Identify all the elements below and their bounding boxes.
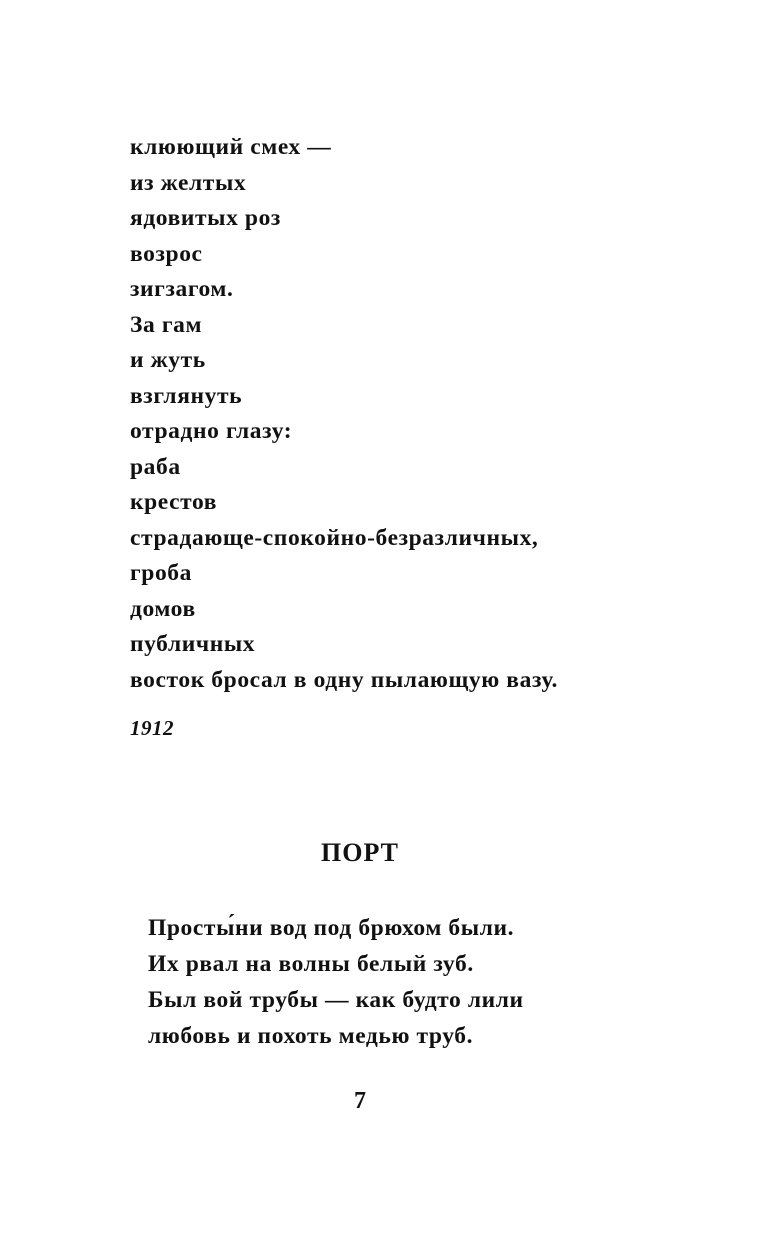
poem-date: 1912 <box>130 716 174 740</box>
poem-line: публичных <box>130 631 256 657</box>
poem-line: гроба <box>130 560 192 586</box>
poem-line: страдающе-спокойно-безразличных, <box>130 524 539 551</box>
poem-line: зигзагом. <box>130 276 234 302</box>
poem-stanza <box>130 130 558 698</box>
poem-line: Просты́ни вод под брюхом были. <box>148 915 515 941</box>
poem-stanza <box>148 910 524 1054</box>
page-number: 7 <box>354 1088 366 1114</box>
poem-line: Их рвал на волны белый зуб. <box>148 951 474 977</box>
poem-line: клюющий смех — <box>130 134 332 160</box>
poem-line: из желтых <box>130 169 247 196</box>
poem-line: восток бросал в одну пылающую вазу. <box>130 666 558 693</box>
poem-line: и жуть <box>130 347 206 373</box>
poem-line: домов <box>130 595 196 622</box>
poem-line: Был вой трубы — как будто лили <box>148 987 524 1013</box>
poem-line: любовь и похоть медью труб. <box>148 1023 474 1049</box>
poem-line: крестов <box>130 489 218 515</box>
poem-line: отрадно глазу: <box>130 418 293 444</box>
poem-title: ПОРТ <box>321 838 399 867</box>
poem-line: возрос <box>130 240 203 267</box>
poem-line: ядовитых роз <box>130 205 281 231</box>
poem-line: За гам <box>130 311 203 338</box>
poem-line: раба <box>130 453 181 480</box>
poem-line: взглянуть <box>130 382 243 409</box>
